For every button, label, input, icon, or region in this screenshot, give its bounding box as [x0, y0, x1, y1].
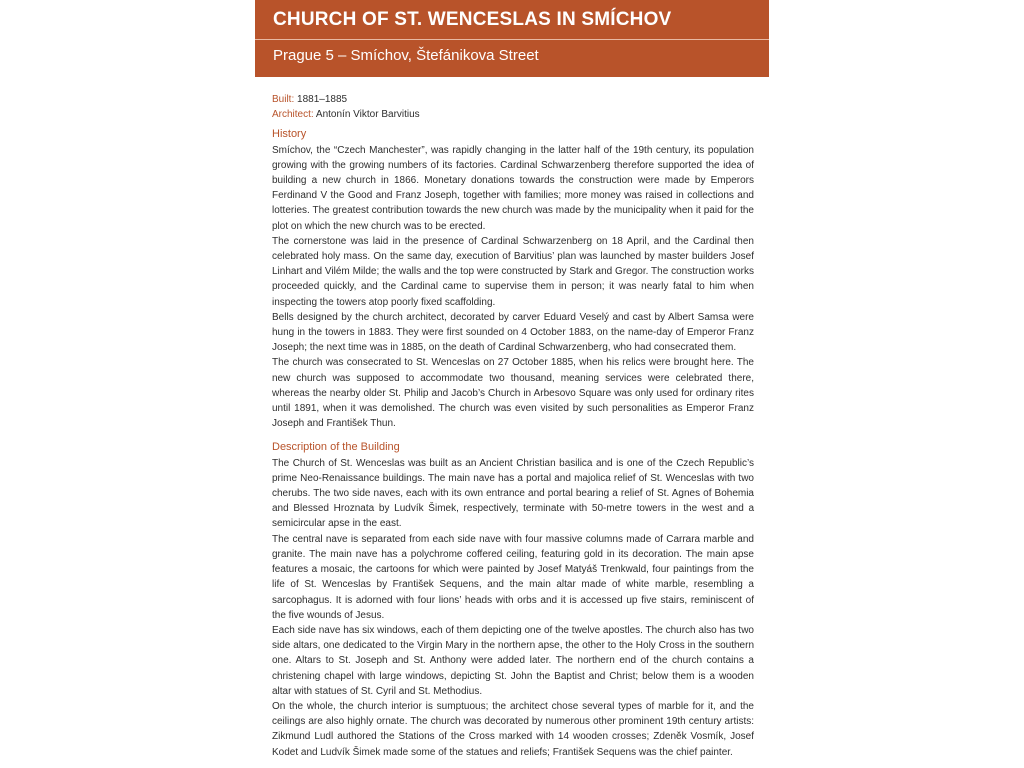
history-heading: History — [272, 128, 307, 141]
article-body — [272, 92, 754, 760]
history-paragraph: Bells designed by the church architect, decorated by carver Eduard Veselý and cast by Albert Samsa were hung in the towers in 1883. They were first sounded on 4 October 1883, on the name-day of Emperor Franz Joseph; the next time was in 1885, on the death of Cardinal Schwarzenberg, who had consecrated them. — [272, 311, 754, 354]
header-divider — [255, 39, 769, 40]
header-banner — [255, 0, 769, 77]
built-label: Built: — [272, 94, 295, 105]
description-paragraph: The central nave is separated from each side nave with four massive columns made of Carrara marble and granite. The main nave has a polychrome coffered ceiling, featuring gold in its decoration. The main apse features a mosaic, the cartoons for which were painted by Josef Matyáš Trenkwald, four paintings from the life of St. Wenceslas by František Sequens, and the main altar made of white marble, resembling a sarcophagus. It is adorned with four lions’ heads with orbs and it is accessed up five stairs, reminiscent of the five wounds of Jesus. — [272, 533, 754, 621]
description-paragraph: Each side nave has six windows, each of them depicting one of the twelve apostles. The church also has two side altars, one dedicated to the Virgin Mary in the northern apse, the other to the Holy Cross in the southern one. Altars to St. Joseph and St. Anthony were added later. The northern end of the church contains a christening chapel with large windows, depicting St. John the Baptist and Christ; below them is a wooden altar with statues of St. Cyril and St. Methodius. — [272, 624, 754, 697]
history-paragraph: Smíchov, the “Czech Manchester”, was rapidly changing in the latter half of the 19th century, its population growing with the growing numbers of its factories. Cardinal Schwarzenberg therefore supported the idea of building a new church in 1866. Monetary donations towards the construction were made by Emperors Ferdinand V the Good and Franz Joseph, together with families; more money was raised in collections and lotteries. The greatest contribution towards the new church was made by the municipality when it paid for the plot on which the new church was to be erected. — [272, 144, 754, 232]
history-paragraph: The cornerstone was laid in the presence of Cardinal Schwarzenberg on 18 April, and the Cardinal then celebrated holy mass. On the same day, execution of Barvitius’ plan was launched by master builders Josef Linhart and Vilém Milde; the walls and the top were constructed by Stark and Gregor. The construction works proceeded quickly, and the Cardinal came to supervise them in person; it was nearly fatal to him when inspecting the towers atop poorly fixed scaffolding. — [272, 235, 754, 308]
built-line — [272, 92, 754, 107]
description-paragraph: On the whole, the church interior is sumptuous; the architect chose several types of marble for it, and the ceilings are also highly ornate. The church was decorated by numerous other prominent 19th century artists: Zikmund Ludl authored the Stations of the Cross marked with 14 wooden crosses; Zdeněk Vosmík, Josef Kodet and Ludvík Šimek made some of the statues and reliefs; František Sequens was the chief painter. — [272, 700, 754, 758]
description-heading: Description of the Building — [272, 441, 400, 454]
document-page — [255, 0, 769, 768]
architect-line — [272, 107, 754, 122]
description-paragraph: The Church of St. Wenceslas was built as an Ancient Christian basilica and is one of the Czech Republic’s prime Neo-Renaissance buildings. The main nave has a portal and majolica relief of St. Wenceslas with two cherubs. The two side naves, each with its own entrance and portal bearing a relief of St. Agnes of Bohemia and Blessed Hroznata by Ludvík Šimek, respectively, terminate with 50-metre towers in the west and a semicircular apse in the east. — [272, 457, 754, 530]
page-subtitle: Prague 5 – Smíchov, Štefánikova Street — [273, 47, 539, 64]
history-paragraph: The church was consecrated to St. Wenceslas on 27 October 1885, when his relics were brought here. The new church was supposed to accommodate two thousand, meaning services were celebrated there, whereas the nearby older St. Philip and Jacob’s Church in Arbesovo Square was only used for ordinary rites until 1891, when it was demolished. The church was even visited by such personalities as Emperor Franz Joseph and František Thun. — [272, 357, 754, 430]
built-value: 1881–1885 — [297, 94, 348, 105]
architect-label: Architect: — [272, 109, 314, 121]
architect-value: Antonín Viktor Barvitius — [315, 109, 420, 121]
page-title: CHURCH OF ST. WENCESLAS IN SMÍCHOV — [273, 9, 672, 30]
